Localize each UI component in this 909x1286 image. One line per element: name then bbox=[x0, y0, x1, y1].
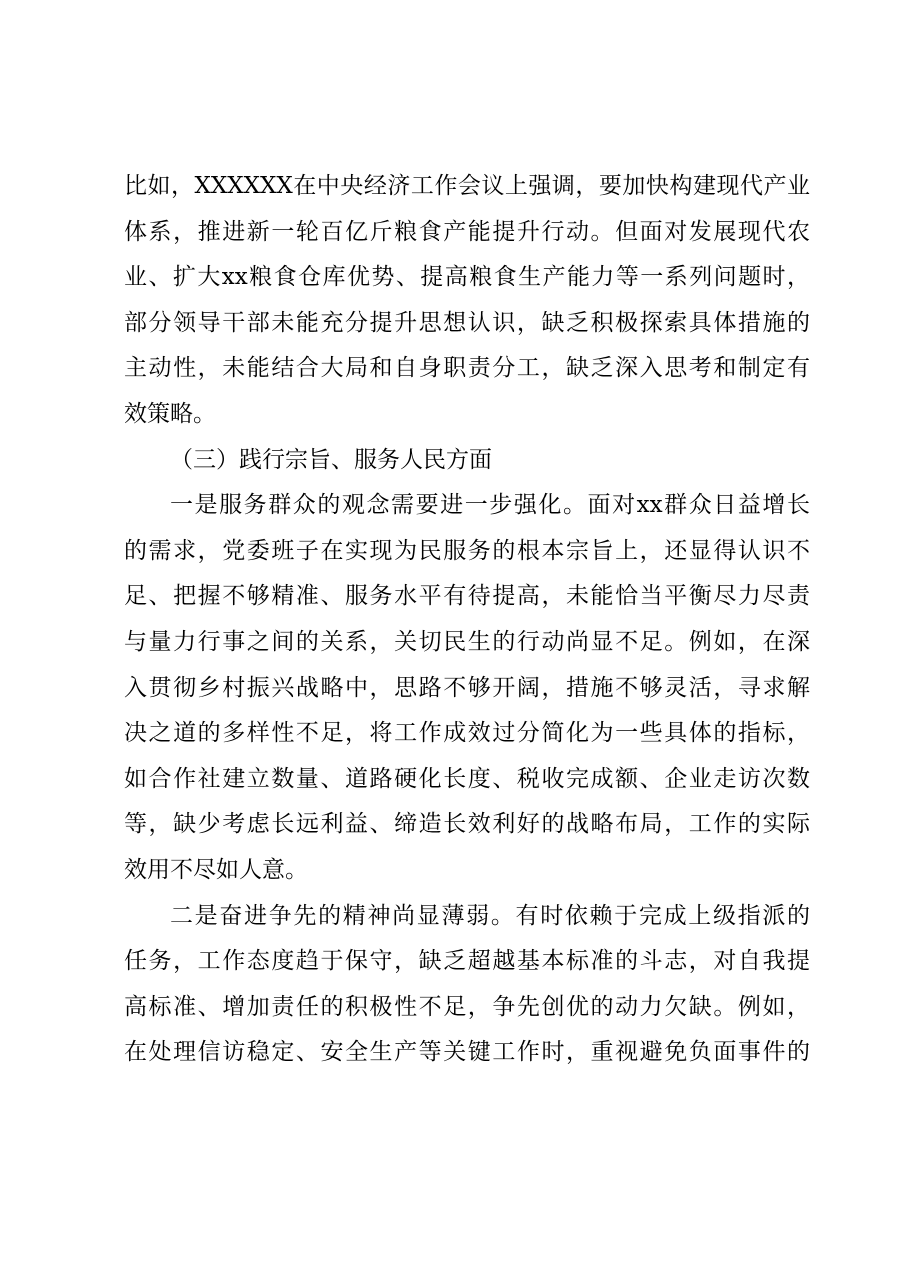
text-line: 入贯彻乡村振兴战略中，思路不够开阔，措施不够灵活，寻求解 bbox=[124, 674, 810, 701]
text-line: 效策略。 bbox=[124, 400, 216, 427]
text-line: 效用不尽如人意。 bbox=[124, 856, 308, 883]
text-line: 部分领导干部未能充分提升思想认识，缺乏积极探索具体措施的 bbox=[124, 309, 810, 336]
text-line: 二是奋进争先的精神尚显薄弱。有时依赖于完成上级指派的 bbox=[170, 902, 810, 929]
section-heading bbox=[124, 438, 810, 484]
text-line: 一是服务群众的观念需要进一步强化。面对xx群众日益增长 bbox=[170, 492, 810, 519]
paragraph-point-one bbox=[124, 483, 810, 893]
heading-line: （三）践行宗旨、服务人民方面 bbox=[170, 446, 492, 473]
text-line: 与量力行事之间的关系，关切民生的行动尚显不足。例如，在深 bbox=[124, 628, 810, 655]
text-line: 足、把握不够精准、服务水平有待提高，未能恰当平衡尽力尽责 bbox=[124, 583, 810, 610]
text-line: 主动性，未能结合大局和自身职责分工，缺乏深入思考和制定有 bbox=[124, 355, 810, 382]
text-line: 决之道的多样性不足，将工作成效过分简化为一些具体的指标， bbox=[124, 720, 810, 747]
text-line: 如合作社建立数量、道路硬化长度、税收完成额、企业走访次数 bbox=[124, 765, 810, 792]
text-line: 高标准、增加责任的积极性不足，争先创优的动力欠缺。例如， bbox=[124, 993, 810, 1020]
document-body bbox=[124, 164, 810, 1076]
text-line: 的需求，党委班子在实现为民服务的根本宗旨上，还显得认识不 bbox=[124, 537, 810, 564]
paragraph-continuation bbox=[124, 164, 810, 438]
text-line: 业、扩大xx粮食仓库优势、提高粮食生产能力等一系列问题时， bbox=[124, 264, 810, 291]
text-line: 等，缺少考虑长远利益、缔造长效利好的战略布局，工作的实际 bbox=[124, 811, 810, 838]
paragraph-point-two bbox=[124, 894, 810, 1076]
text-line: 在处理信访稳定、安全生产等关键工作时，重视避免负面事件的 bbox=[124, 1039, 810, 1066]
text-line: 比如，XXXXXX在中央经济工作会议上强调，要加快构建现代产业 bbox=[124, 173, 810, 199]
text-line: 任务，工作态度趋于保守，缺乏超越基本标准的斗志，对自我提 bbox=[124, 948, 810, 975]
text-line: 体系，推进新一轮百亿斤粮食产能提升行动。但面对发展现代农 bbox=[124, 218, 810, 245]
